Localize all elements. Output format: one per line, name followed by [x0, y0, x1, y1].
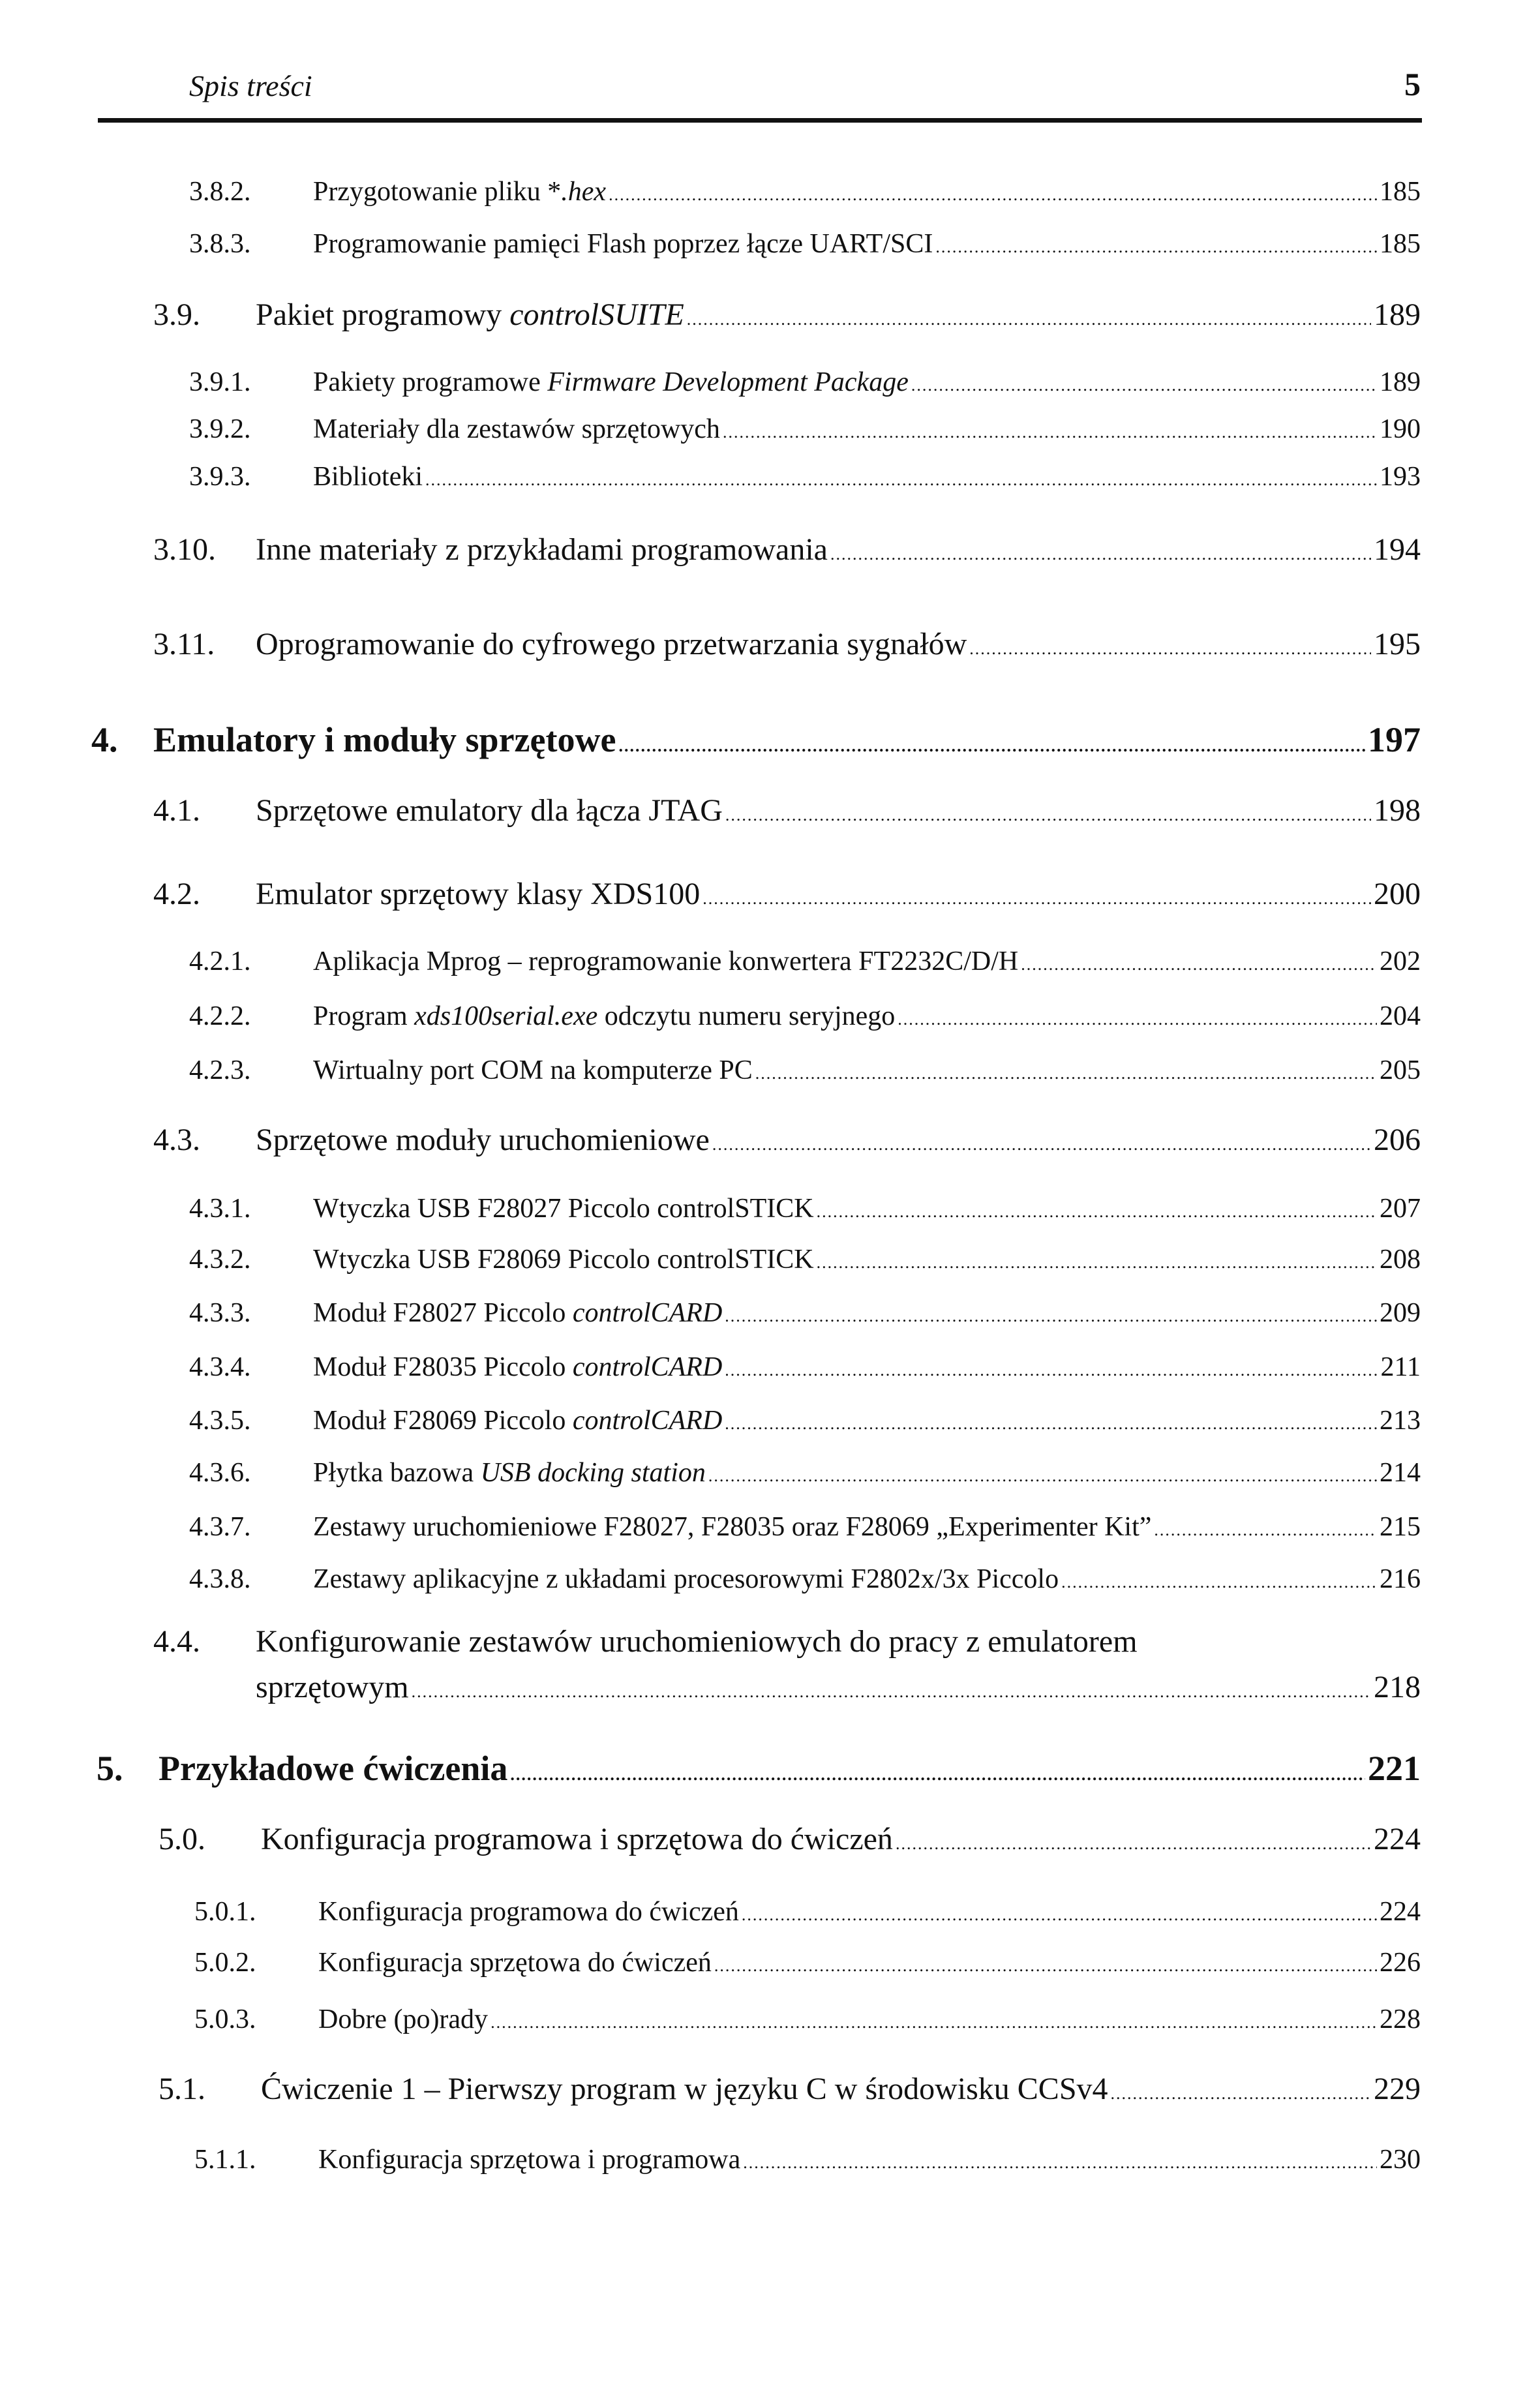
title-text: Płytka bazowa [313, 1458, 481, 1488]
toc-entry-3-9-2[interactable] [189, 414, 1421, 445]
toc-entry-title [256, 297, 684, 333]
dot-leader [898, 1001, 1377, 1032]
toc-chapter-number: 5. [97, 1749, 123, 1788]
toc-entry-title: Dobre (po)rady [318, 2004, 489, 2034]
toc-entry-title: Ćwiczenie 1 – Pierwszy program w języku C w środowisku CCSv4 [261, 2072, 1108, 2106]
toc-entry-page: 185 [1380, 229, 1421, 259]
toc-entry-page: 211 [1380, 1352, 1421, 1382]
toc-entry-5-0[interactable] [159, 1821, 1421, 1857]
toc-entry-title: Wtyczka USB F28027 Piccolo controlSTICK [313, 1194, 814, 1224]
title-italic-text: controlCARD [572, 1406, 723, 1436]
toc-entry-5-1[interactable] [159, 2071, 1421, 2107]
toc-entry-number: 5.1.1. [194, 2145, 256, 2175]
toc-entry-page: 216 [1380, 1564, 1421, 1594]
toc-entry-title: Konfiguracja sprzętowa i programowa [318, 2145, 741, 2175]
dot-leader [935, 228, 1377, 260]
toc-entry-4-3-5[interactable] [189, 1405, 1421, 1436]
toc-entry-page: 206 [1374, 1123, 1421, 1157]
toc-entry-4-2[interactable] [153, 876, 1421, 912]
title-italic-text: controlSUITE [509, 297, 684, 332]
toc-entry-title: Sprzętowe moduły uruchomieniowe [256, 1123, 710, 1157]
toc-entry-page: 215 [1380, 1512, 1421, 1542]
toc-entry-title [313, 1457, 706, 1489]
toc-chapter-title: Przykładowe ćwiczenia [159, 1749, 508, 1788]
toc-entry-number: 3.8.2. [189, 177, 251, 207]
toc-entry-title: Konfiguracja sprzętowa do ćwiczeń [318, 1948, 712, 1978]
toc-entry-page: 185 [1380, 177, 1421, 207]
dot-leader [510, 1748, 1365, 1789]
toc-entry-page: 207 [1380, 1194, 1421, 1224]
toc-entry-4-3-1[interactable] [189, 1193, 1421, 1224]
dot-leader [702, 876, 1371, 912]
toc-entry-page: 204 [1380, 1001, 1421, 1031]
dot-leader [817, 1193, 1377, 1224]
toc-entry-4-2-3[interactable] [189, 1055, 1421, 1086]
toc-entry-title [313, 1297, 722, 1329]
dot-leader [743, 2144, 1377, 2175]
toc-entry-page: 214 [1380, 1458, 1421, 1488]
toc-entry-number: 4.3.4. [189, 1352, 251, 1382]
toc-entry-page: 208 [1380, 1245, 1421, 1275]
dot-leader [714, 1947, 1377, 1978]
toc-entry-number: 4.3.8. [189, 1564, 251, 1594]
toc-entry-number: 4.4. [153, 1624, 200, 1659]
dot-leader [830, 532, 1371, 567]
dot-leader [1021, 946, 1377, 977]
toc-entry-3-9-3[interactable] [189, 461, 1421, 492]
toc-entry-title: Zestawy uruchomieniowe F28027, F28035 oraz F28069 „Experimenter Kit” [313, 1512, 1152, 1542]
toc-entry-title: Biblioteki [313, 462, 423, 492]
toc-entry-page: 218 [1374, 1669, 1421, 1704]
toc-entry-page: 230 [1380, 2145, 1421, 2175]
toc-entry-title [313, 1405, 722, 1436]
title-text: Pakiety programowe [313, 367, 548, 397]
toc-entry-title-line2: sprzętowym [256, 1669, 409, 1704]
toc-entry-5-0-3[interactable] [194, 2004, 1421, 2035]
title-italic-text: USB docking station [480, 1458, 706, 1488]
title-text: odczytu numeru seryjnego [597, 1001, 896, 1031]
toc-entry-page: 209 [1380, 1298, 1421, 1328]
toc-entry-page: 190 [1380, 414, 1421, 444]
toc-entry-title: Aplikacja Mprog – reprogramowanie konwertera FT2232C/D/H [313, 946, 1019, 976]
toc-chapter-5[interactable] [97, 1748, 1421, 1789]
dot-leader [1154, 1511, 1377, 1543]
toc-entry-page: 194 [1374, 532, 1421, 567]
title-italic-text: controlCARD [572, 1352, 723, 1382]
toc-entry-number: 3.10. [153, 532, 216, 567]
title-text: Moduł F28069 Piccolo [313, 1406, 573, 1436]
toc-entry-page: 189 [1374, 297, 1421, 332]
title-text: Moduł F28027 Piccolo [313, 1298, 573, 1328]
toc-entry-3-8-3[interactable] [189, 228, 1421, 260]
dot-leader [491, 2004, 1377, 2035]
toc-entry-title: Oprogramowanie do cyfrowego przetwarzania sygnałów [256, 627, 967, 661]
toc-entry-3-10[interactable] [153, 532, 1421, 567]
dot-leader [969, 626, 1371, 662]
dot-leader [911, 367, 1377, 398]
toc-entry-4-3-2[interactable] [189, 1244, 1421, 1275]
toc-entry-page: 224 [1380, 1897, 1421, 1927]
toc-entry-number: 3.9. [153, 297, 200, 332]
toc-entry-page: 202 [1380, 946, 1421, 976]
toc-entry-number: 4.3.2. [189, 1245, 251, 1275]
dot-leader [755, 1055, 1377, 1086]
toc-entry-number: 3.9.2. [189, 414, 251, 444]
title-text: Pakiet programowy [256, 297, 510, 332]
toc-entry-number: 5.0.2. [194, 1948, 256, 1978]
toc-entry-3-11[interactable] [153, 626, 1421, 662]
dot-leader [817, 1244, 1377, 1275]
toc-entry-number: 5.1. [159, 2072, 205, 2106]
toc-entry-number: 4.2.3. [189, 1055, 251, 1085]
toc-entry-page: 224 [1374, 1822, 1421, 1856]
toc-entry-3-9[interactable] [153, 297, 1421, 333]
toc-entry-4-2-1[interactable] [189, 946, 1421, 977]
toc-entry-page: 193 [1380, 462, 1421, 492]
dot-leader [609, 176, 1377, 207]
toc-entry-title: Sprzętowe emulatory dla łącza JTAG [256, 793, 723, 828]
toc-entry-3-8-2[interactable] [189, 176, 1421, 207]
toc-entry-title [313, 1352, 722, 1383]
toc-entry-number: 4.3.3. [189, 1298, 251, 1328]
toc-entry-number: 4.3.7. [189, 1512, 251, 1542]
dot-leader [687, 297, 1371, 333]
title-text: Przygotowanie pliku * [313, 177, 562, 207]
running-head-title: Spis treści [189, 69, 312, 102]
dot-leader [412, 1665, 1371, 1710]
toc-chapter-title: Emulatory i moduły sprzętowe [153, 720, 616, 759]
dot-leader [723, 414, 1377, 445]
toc-entry-number: 4.3.6. [189, 1458, 251, 1488]
toc-entry-4-3-6[interactable] [189, 1457, 1421, 1489]
toc-entry-number: 3.11. [153, 627, 215, 661]
toc-entry-page: 195 [1374, 627, 1421, 661]
toc-entry-page: 189 [1380, 367, 1421, 397]
toc-entry-title [313, 1001, 895, 1032]
toc-entry-number: 4.2. [153, 877, 200, 911]
toc-entry-title-line1: Konfigurowanie zestawów uruchomieniowych do pracy z emulatorem [256, 1624, 1138, 1659]
toc-chapter-4[interactable] [91, 719, 1421, 760]
toc-entry-3-9-1[interactable] [189, 367, 1421, 398]
dot-leader [1061, 1564, 1377, 1595]
dot-leader [425, 461, 1377, 492]
toc-entry-4-3-3[interactable] [189, 1297, 1421, 1329]
toc-entry-4-3[interactable] [153, 1122, 1421, 1158]
toc-entry-number: 3.9.3. [189, 462, 251, 492]
title-italic-text: xds100serial.exe [414, 1001, 598, 1031]
dot-leader [1111, 2071, 1371, 2107]
toc-entry-4-1[interactable] [153, 793, 1421, 828]
toc-entry-title: Konfiguracja programowa i sprzętowa do ćwiczeń [261, 1822, 893, 1856]
toc-chapter-page: 221 [1368, 1749, 1421, 1788]
toc-entry-number: 4.3. [153, 1123, 200, 1157]
toc-entry-page: 198 [1374, 793, 1421, 828]
toc-entry-title: Konfiguracja programowa do ćwiczeń [318, 1897, 739, 1927]
toc-entry-4-3-8[interactable] [189, 1564, 1421, 1595]
toc-chapter-number: 4. [91, 720, 118, 759]
dot-leader [725, 793, 1371, 828]
toc-entry-title: Zestawy aplikacyjne z układami procesorowymi F2802x/3x Piccolo [313, 1564, 1059, 1594]
toc-entry-number: 3.9.1. [189, 367, 251, 397]
toc-entry-page: 200 [1374, 877, 1421, 911]
toc-entry-page: 228 [1380, 2004, 1421, 2034]
toc-entry-page: 226 [1380, 1948, 1421, 1978]
toc-entry-4-3-4[interactable] [189, 1352, 1421, 1383]
toc-entry-title [313, 176, 606, 207]
toc-entry-5-1-1[interactable] [194, 2144, 1421, 2175]
title-italic-text: .hex [561, 177, 607, 207]
dot-leader [712, 1122, 1371, 1158]
toc-entry-title: Inne materiały z przykładami programowania [256, 532, 828, 567]
dot-leader [725, 1405, 1377, 1436]
toc-chapter-page: 197 [1368, 720, 1421, 759]
toc-entry-number: 4.2.2. [189, 1001, 251, 1031]
header-rule [98, 118, 1422, 123]
toc-entry-page: 229 [1374, 2072, 1421, 2106]
page-number: 5 [1404, 66, 1421, 102]
toc-entry-title: Materiały dla zestawów sprzętowych [313, 414, 720, 444]
title-text: Program [313, 1001, 415, 1031]
title-text: Moduł F28035 Piccolo [313, 1352, 573, 1382]
toc-entry-page: 213 [1380, 1406, 1421, 1436]
title-italic-text: controlCARD [572, 1298, 723, 1328]
toc-entry-4-3-7[interactable] [189, 1511, 1421, 1543]
dot-leader [742, 1896, 1377, 1927]
dot-leader [725, 1352, 1378, 1383]
toc-entry-4-4[interactable] [153, 1619, 1421, 1710]
dot-leader [896, 1821, 1371, 1857]
toc-entry-number: 4.1. [153, 793, 200, 828]
toc-entry-5-0-2[interactable] [194, 1947, 1421, 1978]
toc-entry-title: Programowanie pamięci Flash poprzez łącze UART/SCI [313, 229, 933, 259]
toc-entry-number: 5.0.1. [194, 1897, 256, 1927]
dot-leader [725, 1297, 1377, 1329]
title-italic-text: Firmware Development Package [547, 367, 909, 397]
dot-leader [708, 1457, 1377, 1489]
toc-entry-number: 4.3.5. [189, 1406, 251, 1436]
toc-entry-title: Wirtualny port COM na komputerze PC [313, 1055, 753, 1085]
toc-entry-title: Emulator sprzętowy klasy XDS100 [256, 877, 701, 911]
toc-entry-number: 4.3.1. [189, 1194, 251, 1224]
dot-leader [618, 719, 1365, 760]
toc-entry-number: 5.0. [159, 1822, 205, 1856]
toc-entry-number: 4.2.1. [189, 946, 251, 976]
toc-entry-number: 5.0.3. [194, 2004, 256, 2034]
toc-entry-4-2-2[interactable] [189, 1001, 1421, 1032]
toc-entry-5-0-1[interactable] [194, 1896, 1421, 1927]
toc-entry-title: Wtyczka USB F28069 Piccolo controlSTICK [313, 1245, 814, 1275]
toc-entry-number: 3.8.3. [189, 229, 251, 259]
toc-entry-title [313, 367, 909, 398]
toc-entry-page: 205 [1380, 1055, 1421, 1085]
